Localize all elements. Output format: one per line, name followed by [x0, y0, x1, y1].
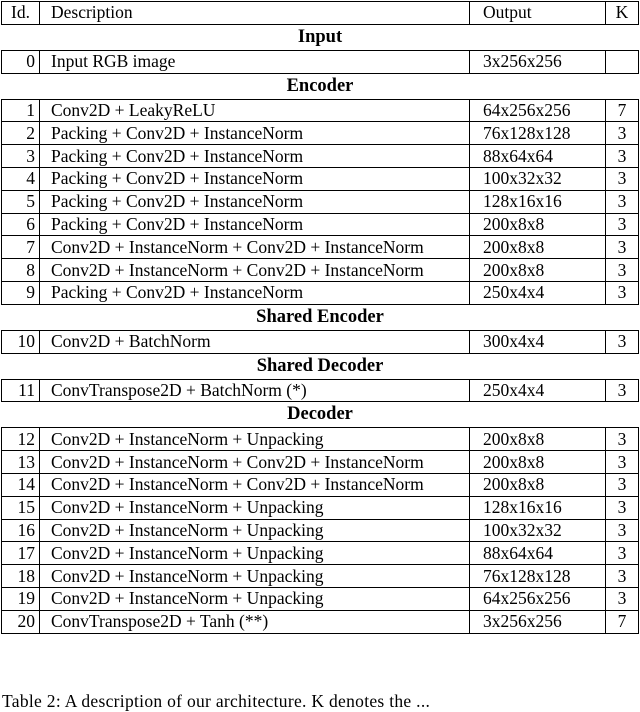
cell-description: Conv2D + LeakyReLU: [40, 99, 470, 122]
cell-output: 76x128x128: [470, 565, 606, 588]
cell-id: 19: [2, 587, 40, 610]
cell-output: 200x8x8: [470, 451, 606, 474]
cell-id: 12: [2, 428, 40, 451]
section-title: Shared Decoder: [256, 355, 384, 376]
cell-id: 6: [2, 213, 40, 236]
cell-description: Conv2D + InstanceNorm + Unpacking: [40, 428, 470, 451]
cell-id: 13: [2, 451, 40, 474]
cell-id: 3: [2, 145, 40, 168]
table-row: [2, 330, 639, 353]
table-row: [2, 259, 639, 282]
table-row: [2, 145, 639, 168]
cell-output: 3x256x256: [470, 610, 606, 633]
cell-output: 76x128x128: [470, 122, 606, 145]
cell-description: Packing + Conv2D + InstanceNorm: [40, 167, 470, 190]
cell-k: 3: [606, 236, 639, 259]
cell-output: 200x8x8: [470, 428, 606, 451]
cell-k: 3: [606, 519, 639, 542]
cell-k: 3: [606, 451, 639, 474]
cell-k: [606, 50, 639, 73]
table-row: [2, 213, 639, 236]
cell-k: 3: [606, 473, 639, 496]
cell-description: Packing + Conv2D + InstanceNorm: [40, 281, 470, 304]
cell-output: 250x4x4: [470, 281, 606, 304]
cell-description: Conv2D + InstanceNorm + Unpacking: [40, 519, 470, 542]
table-row: [2, 473, 639, 496]
table-body: [2, 24, 639, 633]
header-k: K: [606, 2, 639, 25]
cell-id: 1: [2, 99, 40, 122]
cell-output: 200x8x8: [470, 213, 606, 236]
table-row: [2, 519, 639, 542]
table-row: [2, 99, 639, 122]
cell-k: 3: [606, 428, 639, 451]
cell-description: Conv2D + InstanceNorm + Conv2D + InstanceNorm: [40, 451, 470, 474]
section-header-row: [2, 353, 639, 379]
table-row: [2, 50, 639, 73]
cell-description: Conv2D + InstanceNorm + Conv2D + InstanceNorm: [40, 236, 470, 259]
cell-k: 3: [606, 281, 639, 304]
cell-id: 10: [2, 330, 40, 353]
cell-output: 3x256x256: [470, 50, 606, 73]
cell-id: 8: [2, 259, 40, 282]
table-row: [2, 281, 639, 304]
table-row: [2, 236, 639, 259]
cell-id: 18: [2, 565, 40, 588]
table-row: [2, 428, 639, 451]
cell-id: 2: [2, 122, 40, 145]
cell-id: 0: [2, 50, 40, 73]
cell-description: Input RGB image: [40, 50, 470, 73]
table-row: [2, 565, 639, 588]
cell-description: Packing + Conv2D + InstanceNorm: [40, 122, 470, 145]
section-title: Input: [297, 26, 343, 47]
cell-description: Packing + Conv2D + InstanceNorm: [40, 213, 470, 236]
section-header-row: [2, 73, 639, 99]
cell-description: ConvTranspose2D + BatchNorm (*): [40, 379, 470, 402]
table-row: [2, 542, 639, 565]
table-row: [2, 451, 639, 474]
cell-output: 64x256x256: [470, 99, 606, 122]
section-title: Decoder: [287, 404, 353, 425]
header-description: Description: [40, 2, 470, 25]
cell-k: 3: [606, 167, 639, 190]
cell-k: 3: [606, 259, 639, 282]
table-row: [2, 587, 639, 610]
cell-id: 14: [2, 473, 40, 496]
cell-output: 64x256x256: [470, 587, 606, 610]
cell-description: Conv2D + InstanceNorm + Conv2D + InstanceNorm: [40, 473, 470, 496]
cell-output: 300x4x4: [470, 330, 606, 353]
section-title: Encoder: [286, 75, 354, 96]
cell-output: 128x16x16: [470, 190, 606, 213]
cell-output: 200x8x8: [470, 236, 606, 259]
section-header-row: [2, 402, 639, 428]
cell-description: Packing + Conv2D + InstanceNorm: [40, 145, 470, 168]
cell-k: 3: [606, 213, 639, 236]
cell-output: 200x8x8: [470, 259, 606, 282]
cell-description: Conv2D + InstanceNorm + Unpacking: [40, 587, 470, 610]
cell-description: ConvTranspose2D + Tanh (**): [40, 610, 470, 633]
cell-output: 88x64x64: [470, 542, 606, 565]
cell-k: 3: [606, 190, 639, 213]
cell-id: 9: [2, 281, 40, 304]
cell-output: 88x64x64: [470, 145, 606, 168]
header-id: Id.: [2, 2, 40, 25]
section-header-row: [2, 24, 639, 50]
table-row: [2, 379, 639, 402]
table-row: [2, 167, 639, 190]
architecture-table-container: [1, 1, 638, 634]
header-output: Output: [470, 2, 606, 25]
table-caption: Table 2: A description of our architecture. K denotes the ...: [2, 691, 431, 711]
cell-id: 7: [2, 236, 40, 259]
cell-output: 200x8x8: [470, 473, 606, 496]
cell-output: 100x32x32: [470, 167, 606, 190]
cell-description: Conv2D + BatchNorm: [40, 330, 470, 353]
cell-k: 3: [606, 145, 639, 168]
cell-id: 20: [2, 610, 40, 633]
cell-k: 3: [606, 330, 639, 353]
cell-output: 128x16x16: [470, 496, 606, 519]
cell-id: 11: [2, 379, 40, 402]
cell-description: Packing + Conv2D + InstanceNorm: [40, 190, 470, 213]
cell-description: Conv2D + InstanceNorm + Unpacking: [40, 496, 470, 519]
cell-description: Conv2D + InstanceNorm + Unpacking: [40, 542, 470, 565]
cell-id: 16: [2, 519, 40, 542]
cell-k: 3: [606, 565, 639, 588]
cell-description: Conv2D + InstanceNorm + Conv2D + InstanceNorm: [40, 259, 470, 282]
table-header-row: [2, 2, 639, 25]
table-row: [2, 122, 639, 145]
cell-output: 100x32x32: [470, 519, 606, 542]
cell-k: 3: [606, 379, 639, 402]
cell-id: 4: [2, 167, 40, 190]
cell-id: 5: [2, 190, 40, 213]
cell-k: 3: [606, 542, 639, 565]
cell-k: 7: [606, 610, 639, 633]
cell-k: 3: [606, 496, 639, 519]
cell-k: 3: [606, 587, 639, 610]
cell-k: 3: [606, 122, 639, 145]
section-title: Shared Encoder: [256, 306, 384, 327]
cell-id: 15: [2, 496, 40, 519]
table-row: [2, 610, 639, 633]
cell-description: Conv2D + InstanceNorm + Unpacking: [40, 565, 470, 588]
cell-output: 250x4x4: [470, 379, 606, 402]
architecture-table: [1, 1, 639, 634]
table-row: [2, 190, 639, 213]
cell-k: 7: [606, 99, 639, 122]
table-row: [2, 496, 639, 519]
section-header-row: [2, 304, 639, 330]
cell-id: 17: [2, 542, 40, 565]
